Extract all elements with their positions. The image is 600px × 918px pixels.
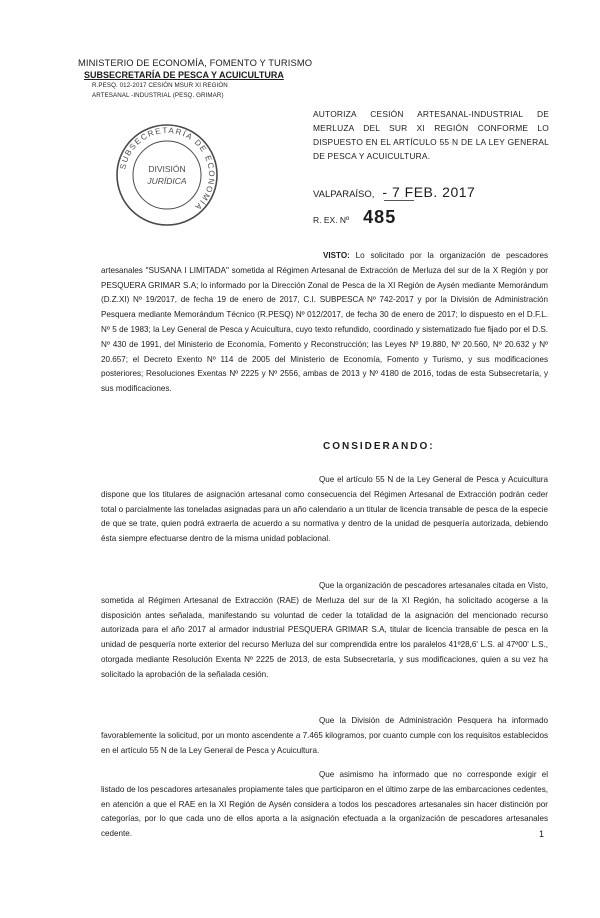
considerando-paragraph	[101, 579, 548, 683]
ministry-name: MINISTERIO DE ECONOMÍA, FOMENTO Y TURISMO	[78, 57, 313, 68]
visto-text: Lo solicitado por la organización de pescadores artesanales "SUSANA I LIMITADA" sometida al Régimen Artesanal de Extracción de Merluza del sur de la X Región y por PESQUERA GRIMAR S.A; lo informado por la Dirección Zonal de Pesca de la XI Región de Aysén mediante Memorándum (D.Z.XI) Nº 19/2017, de fecha 19 de enero de 2017, C.I. SUBPESCA Nº 742-2017 y por la División de Administración Pesquera mediante Memorándum Técnico (R.PESQ) Nº 012/2017, de fecha 30 de enero de 2017; lo dispuesto en el D.F.L. Nº 5 de 1983; la Ley General de Pesca y Acuicultura, cuyo texto refundido, coordinado y sistematizado fue fijado por el D.S. Nº 430 de 1991, del Ministerio de Economía, Fomento y Reconstrucción; las Leyes Nº 19.880, Nº 20.560, Nº 20.632 y Nº 20.657; el Decreto Exento Nº 114 de 2005 del Ministerio de Economía, Fomento y Turismo, y sus modificaciones posteriores; Resoluciones Exentas Nº 2225 y Nº 2556, ambas de 2013 y Nº 4180 de 2016, todas de esta Subsecretaría, y sus modificaciones.	[101, 251, 548, 394]
visto-label: VISTO:	[323, 251, 350, 260]
considerando-text: Que asimismo ha informado que no corresponde exigir el listado de los pescadores artesanales propiamente tales que participaron en el último zarpe de las embarcaciones cedentes, en atención a que el RAE en la XI Región de Aysén considera a todos los pescadores artesanales sin hacer distinción por categorías, por lo que cada uno de ellos aporta a la asignación efectuada a la organización de pescadores artesanales cedente.	[101, 770, 548, 839]
stamp-seal-icon	[112, 120, 222, 230]
city: VALPARAÍSO,	[313, 189, 375, 200]
visto-paragraph	[101, 249, 548, 397]
considerando-text: Que la organización de pescadores artesanales citada en Visto, sometida al Régimen Artesanal de Extracción (RAE) de Merluza del sur de la XI Región, ha solicitado acogerse a la disposición antes señalada, manifestando su voluntad de ceder la totalidad de la asignación del mencionado recurso autorizada para el año 2017 al armador industrial PESQUERA GRIMAR S.A, titular de licencia transable de pesca en la unidad de pesquería norte exterior del recurso Merluza del sur comprendida entre los paralelos 41º28,6' L.S. al 47º00' L.S., otorgada mediante Resolución Exenta Nº 2225 de 2013, de esta Subsecretaría, y sus modificaciones, quien a su vez ha solicitado la aprobación de la señalada cesión.	[101, 581, 548, 679]
reference-line-1: R.PESQ. 012-2017 CESIÓN MSUR XI REGIÓN	[92, 82, 228, 89]
letterhead	[78, 57, 318, 101]
considerando-paragraph	[101, 714, 548, 758]
resolution-number: 485	[363, 207, 397, 227]
resolution-label: R. EX. Nº	[313, 215, 350, 225]
stamp-line-1: DIVISIÓN	[148, 164, 186, 174]
considerando-text: Que el artículo 55 N de la Ley General de Pesca y Acuicultura dispone que los titulares de asignación artesanal como consecuencia del Régimen Artesanal de Extracción podrán ceder total o parcialmente las toneladas asignadas para un año calendario a un titular de licencia transable de pesca de la especie de que se trate, quien podrá extraerla de acuerdo a su normativa y dentro de la unidad de pesquería autorizada, debiendo ésta siempre efectuarse dentro de la misma unidad poblacional.	[101, 475, 548, 544]
resolution-number-line	[313, 207, 396, 228]
divider	[384, 200, 414, 201]
reference-line-2: ARTESANAL -INDUSTRIAL (PESQ. GRIMAR)	[92, 92, 224, 99]
considerando-text: Que la División de Administración Pesquera ha informado favorablemente la solicitud, por un monto ascendente a 7.465 kilogramos, por cuanto cumple con los requisitos establecidos en el artículo 55 N de la Ley General de Pesca y Acuicultura.	[101, 716, 548, 755]
stamp-outer-text: SUBSECRETARÍA DE ECONOMÍA	[118, 125, 217, 213]
date-stamp: - 7 FEB. 2017	[382, 184, 476, 200]
considerando-paragraph	[101, 768, 548, 842]
page-number: 1	[539, 829, 545, 839]
subsecretaria-name: SUBSECRETARÍA DE PESCA Y ACUICULTURA	[84, 70, 284, 80]
place-date	[313, 184, 475, 200]
division-juridica-stamp	[112, 120, 222, 230]
considerando-heading: CONSIDERANDO:	[323, 441, 435, 452]
considerando-paragraph	[101, 473, 548, 547]
resolution-title: AUTORIZA CESIÓN ARTESANAL-INDUSTRIAL DE MERLUZA DEL SUR XI REGIÓN CONFORME LO DISPUESTO EN EL ARTÍCULO 55 N DE LA LEY GENERAL DE PESCA Y ACUICULTURA.	[313, 109, 549, 161]
stamp-line-2: JURÍDICA	[147, 176, 187, 186]
